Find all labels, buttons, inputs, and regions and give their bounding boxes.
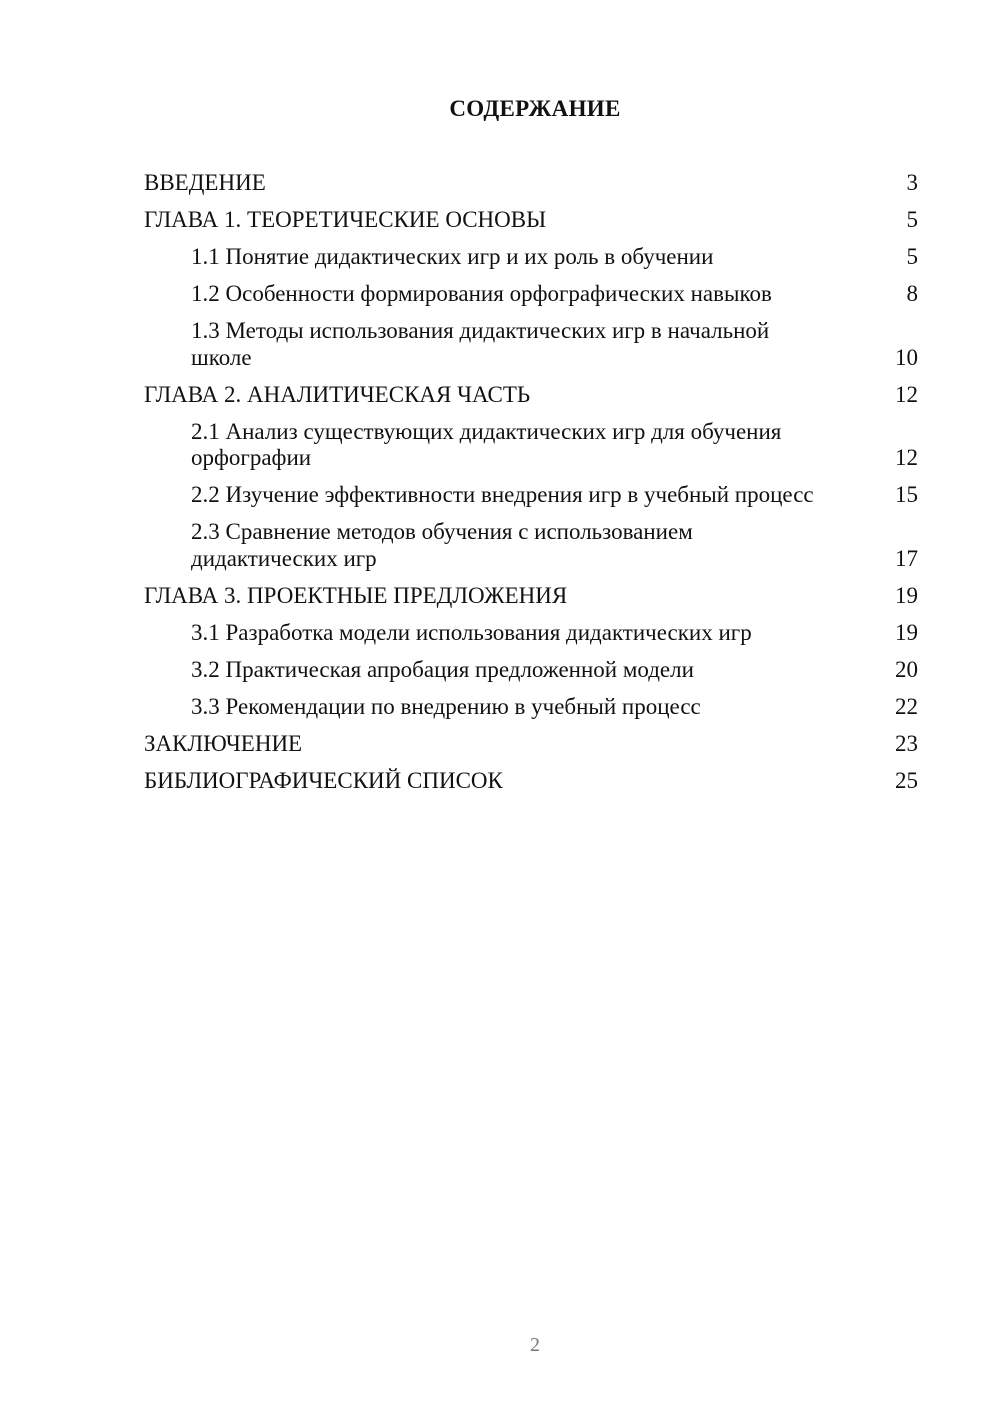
toc-entry-section-3-3 [144, 694, 918, 721]
toc-entry-label: 2.3 Сравнение методов обучения с использованием дидактических игр [191, 519, 693, 571]
toc-entry-label: ГЛАВА 2. АНАЛИТИЧЕСКАЯ ЧАСТЬ [144, 381, 531, 407]
toc-entry-label: ЗАКЛЮЧЕНИЕ [144, 730, 303, 756]
toc-entry-page: 19 [895, 582, 918, 608]
toc-entry-section-1-3 [144, 318, 918, 371]
page-number: 2 [530, 1334, 540, 1356]
toc-entry-section-2-3 [144, 519, 918, 572]
toc-entry-introduction [144, 170, 918, 197]
toc-entry-chapter-1 [144, 207, 918, 234]
toc-entry-page: 12 [895, 381, 918, 407]
toc-entry-label: 3.3 Рекомендации по внедрению в учебный процесс [191, 693, 701, 719]
toc-entry-page: 20 [895, 656, 918, 682]
toc-entry-page: 25 [895, 767, 918, 793]
toc-entry-section-1-1 [144, 244, 918, 271]
toc-entry-page: 8 [906, 281, 918, 306]
toc-entry-page: 23 [895, 730, 918, 756]
toc-entry-label: 3.1 Разработка модели использования дидактических игр [191, 619, 752, 645]
toc-entry-label: ВВЕДЕНИЕ [144, 170, 266, 195]
table-of-contents [144, 170, 918, 805]
toc-entry-label: 1.3 Методы использования дидактических игр в начальной школе [191, 318, 770, 370]
toc-entry-section-2-1 [144, 419, 918, 472]
toc-entry-page: 17 [895, 545, 918, 571]
toc-entry-chapter-2 [144, 382, 918, 409]
toc-entry-section-1-2 [144, 281, 918, 308]
toc-entry-label: 2.2 Изучение эффективности внедрения игр в учебный процесс [191, 482, 814, 507]
toc-entry-page: 10 [895, 344, 918, 370]
toc-entry-label: 1.2 Особенности формирования орфографических навыков [191, 281, 772, 306]
toc-entry-page: 22 [895, 693, 918, 719]
toc-entry-page: 3 [906, 170, 918, 195]
page-title: СОДЕРЖАНИЕ [449, 96, 621, 121]
toc-entry-label: БИБЛИОГРАФИЧЕСКИЙ СПИСОК [144, 767, 503, 793]
toc-entry-page: 5 [906, 207, 918, 232]
toc-entry-label: 3.2 Практическая апробация предложенной модели [191, 656, 694, 682]
toc-entry-bibliography [144, 768, 918, 795]
toc-entry-page: 15 [895, 482, 918, 507]
toc-entry-chapter-3 [144, 583, 918, 610]
toc-entry-section-2-2 [144, 482, 918, 509]
toc-entry-conclusion [144, 731, 918, 758]
toc-entry-section-3-2 [144, 657, 918, 684]
toc-entry-page: 12 [895, 445, 918, 470]
toc-entry-label: ГЛАВА 1. ТЕОРЕТИЧЕСКИЕ ОСНОВЫ [144, 207, 547, 232]
toc-entry-label: ГЛАВА 3. ПРОЕКТНЫЕ ПРЕДЛОЖЕНИЯ [144, 582, 568, 608]
toc-entry-page: 5 [906, 244, 918, 269]
toc-entry-section-3-1 [144, 620, 918, 647]
toc-entry-page: 19 [895, 619, 918, 645]
toc-entry-label: 1.1 Понятие дидактических игр и их роль в обучении [191, 244, 714, 269]
toc-entry-label: 2.1 Анализ существующих дидактических игр для обучения орфографии [191, 418, 782, 470]
